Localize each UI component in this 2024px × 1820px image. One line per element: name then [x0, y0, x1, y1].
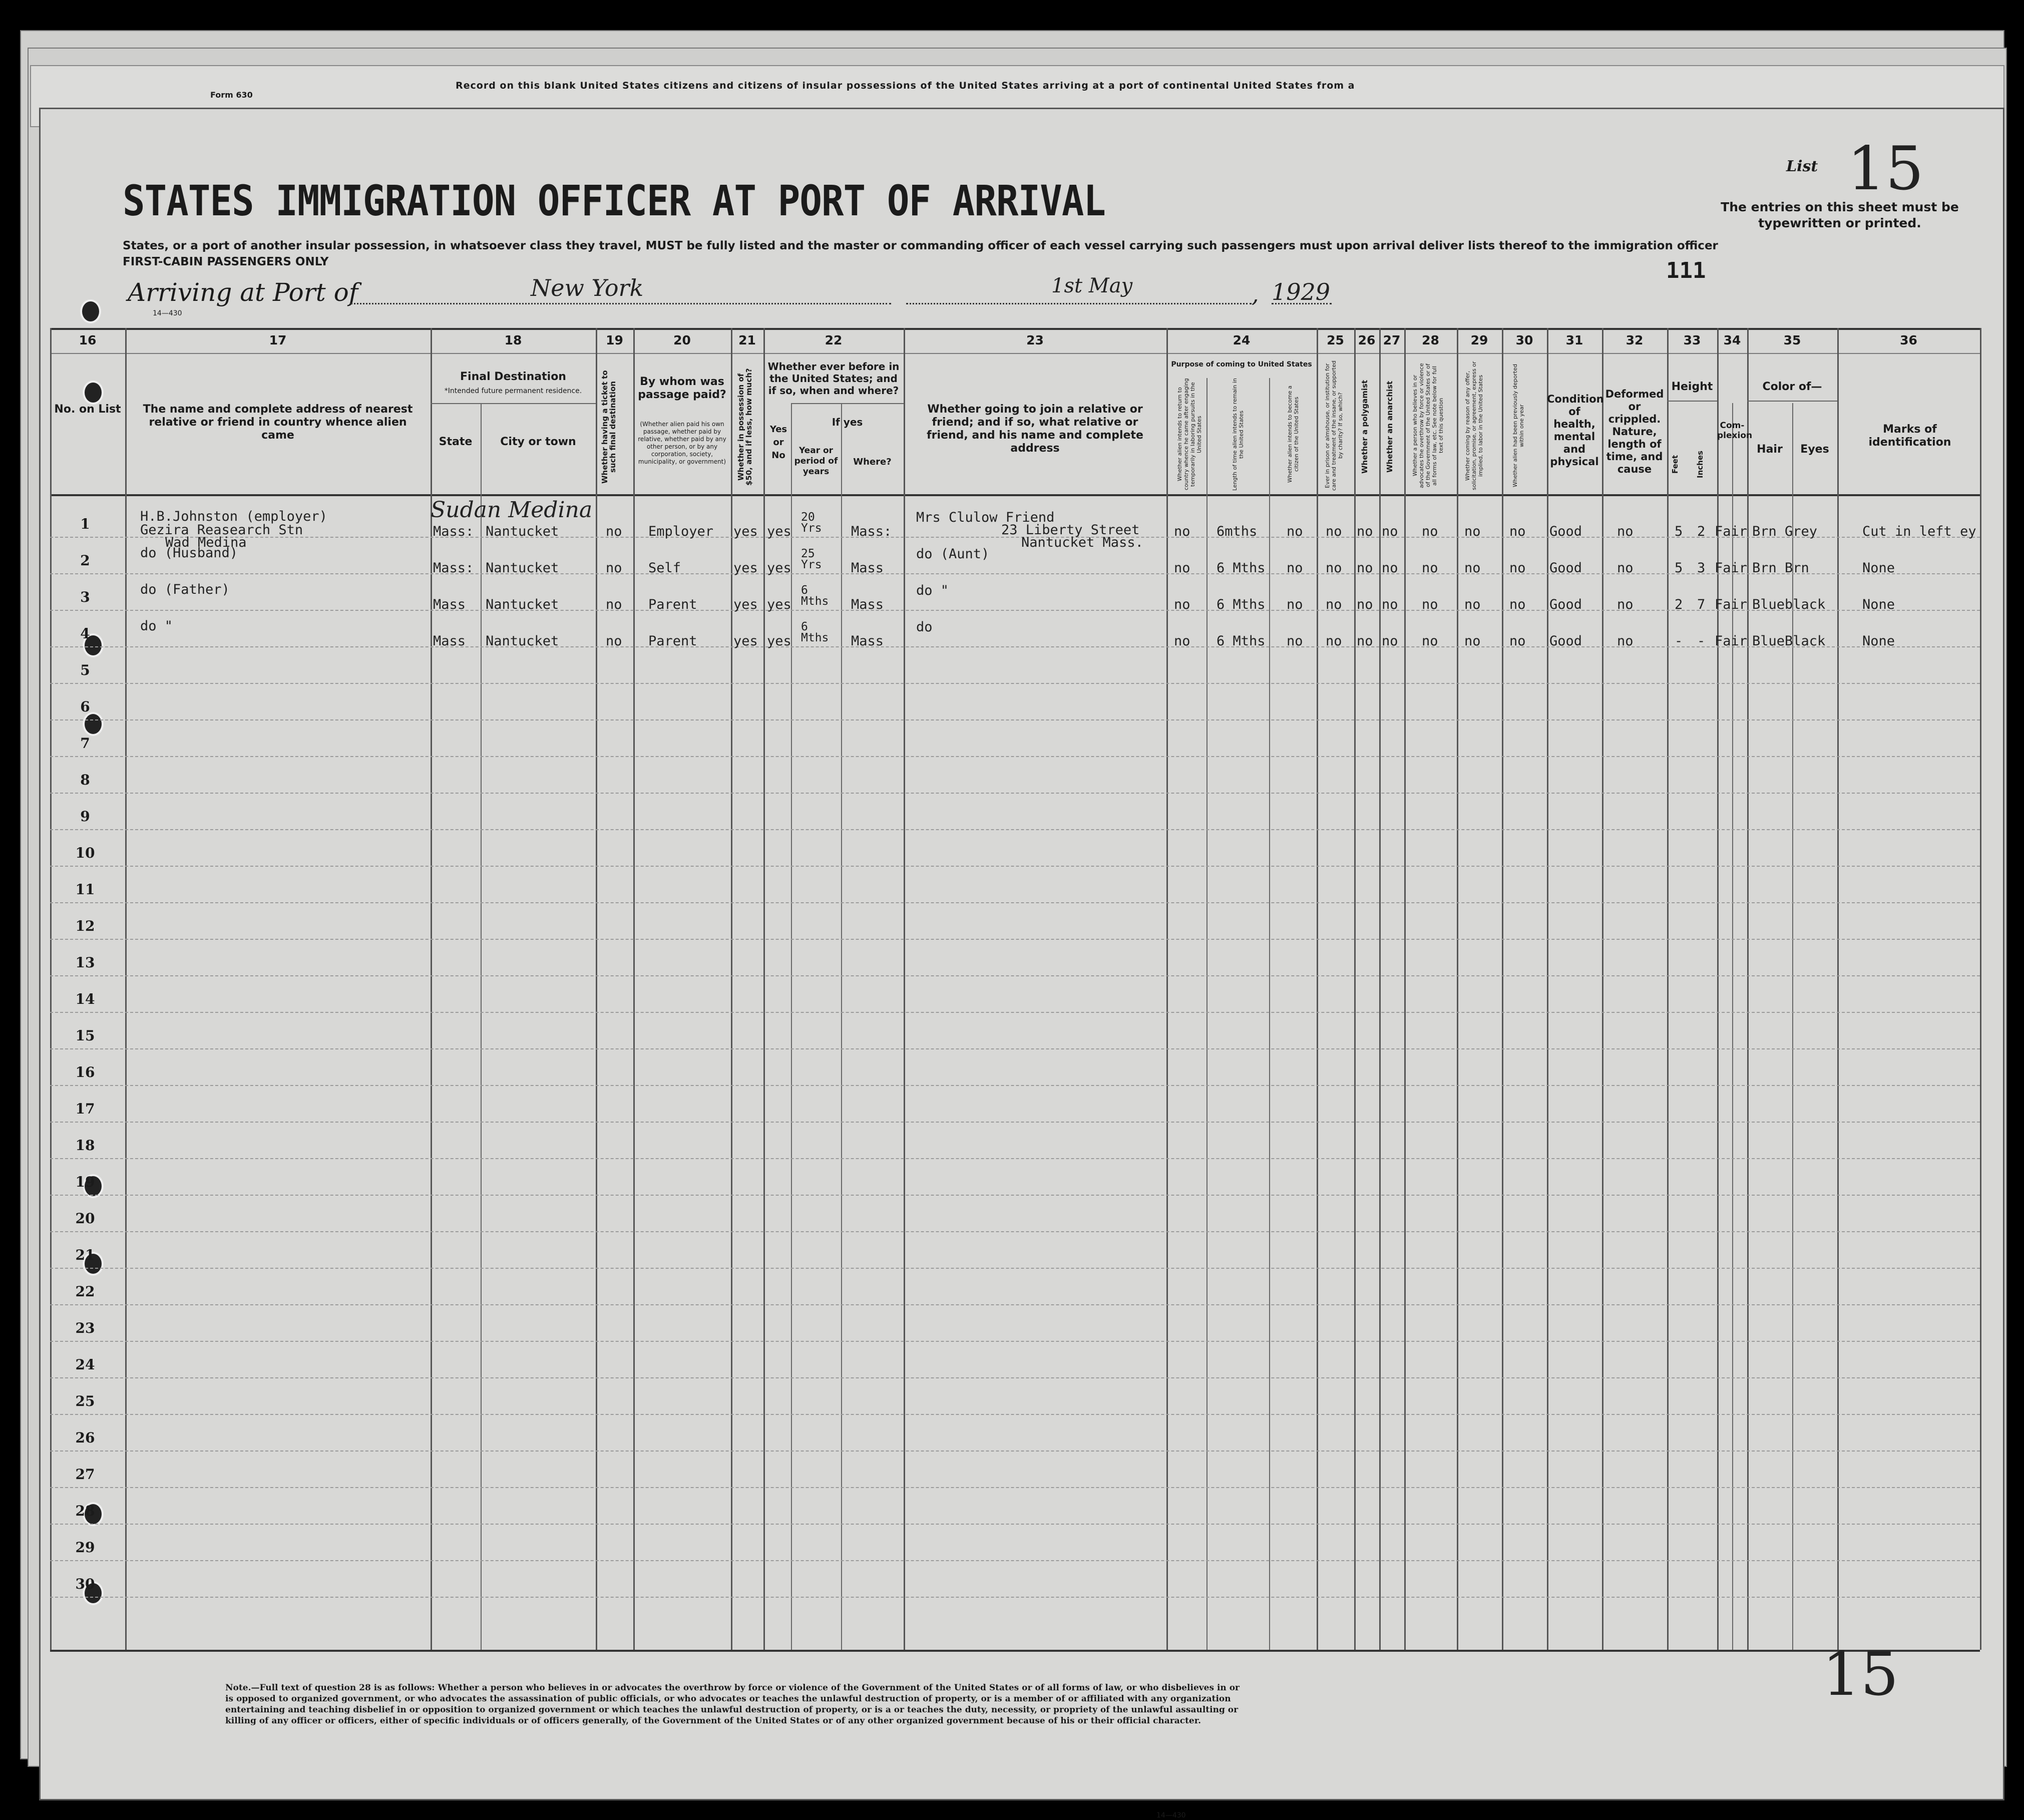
join-relative-address: 23 Liberty Street — [1001, 522, 1140, 538]
row-number: 22 — [75, 1283, 95, 1300]
table-row — [50, 1085, 1980, 1086]
table-row — [50, 1597, 1980, 1598]
condition-value: Good — [1549, 524, 1582, 539]
colnum-36: 36 — [1900, 333, 1917, 347]
table-row — [50, 829, 1980, 830]
passage-paid-by: Self — [648, 560, 681, 576]
header-yes-no: Yes or No — [769, 424, 787, 461]
polygamist-value: no — [1357, 524, 1373, 539]
deported-value: no — [1509, 524, 1526, 539]
header-purpose: Purpose of coming to United States — [1171, 360, 1312, 369]
purpose-citizen: no — [1287, 597, 1303, 612]
purpose-return: no — [1174, 524, 1190, 539]
money-possession: yes — [733, 560, 758, 576]
destination-city: Nantucket — [486, 560, 559, 576]
row-number: 13 — [75, 954, 95, 971]
destination-city: Nantucket — [486, 597, 559, 612]
destination-state: Mass — [433, 633, 466, 649]
polygamist-value: no — [1357, 560, 1373, 576]
header-overthrow: Whether a person who believes in or advocates the overthrow by force or violence of the Government of the United States or of all forms of law, etc. See note below for full text of this question — [1412, 363, 1444, 488]
excluded-value: no — [1464, 633, 1481, 649]
header-purpose-b: Length of time alien intends to remain in the United States — [1232, 378, 1245, 491]
header-where: Where? — [853, 457, 892, 467]
relative-address-line: Gezira Reasearch Stn — [140, 522, 303, 538]
row-number: 12 — [75, 918, 95, 934]
page-stamp: 111 — [1666, 258, 1706, 283]
header-year-period: Year or period of years — [794, 446, 838, 477]
purpose-citizen: no — [1287, 524, 1303, 539]
table-row — [50, 866, 1980, 867]
purpose-length: 6mths — [1217, 524, 1258, 539]
header-deported: Whether alien had been previously deported within one year — [1512, 363, 1525, 488]
form-code-top: 14—430 — [153, 309, 182, 317]
destination-state: Mass — [433, 597, 466, 612]
ticket-value: no — [606, 524, 622, 539]
previous-where: Mass: — [851, 524, 892, 539]
header-passage: By whom was passage paid? — [638, 376, 726, 401]
bottom-list-number: 15 — [1822, 1640, 1899, 1709]
purpose-citizen: no — [1287, 560, 1303, 576]
ever-before: yes — [767, 633, 791, 649]
table-row — [50, 1268, 1980, 1269]
colnum-25: 25 — [1327, 333, 1344, 347]
row-number: 1 — [80, 516, 90, 532]
row-number: 11 — [75, 881, 95, 898]
table-row — [50, 793, 1980, 794]
header-inches: Inches — [1696, 451, 1705, 478]
form-code-bottom: 14—430 — [1156, 1811, 1186, 1819]
ever-before: yes — [767, 560, 791, 576]
header-eyes: Eyes — [1800, 443, 1829, 456]
row-number: 2 — [80, 552, 90, 569]
column-number-rule — [50, 353, 1980, 354]
instructions-text: States, or a port of another insular possession, in whatsoever class they travel, MUST be fully listed and the master or commanding officer of each vessel carrying such passengers must upon arrival deliver lists thereof to the immigration officer — [123, 239, 1718, 252]
excluded-value: no — [1464, 560, 1481, 576]
ever-before: yes — [767, 597, 791, 612]
anarchist-value: no — [1382, 633, 1398, 649]
colnum-33: 33 — [1683, 333, 1701, 347]
anarchist-value: no — [1382, 560, 1398, 576]
relative-address-line: Wad Medina — [165, 535, 247, 550]
relative-name: do " — [140, 618, 173, 634]
purpose-length: 6 Mths — [1217, 560, 1266, 576]
ever-before: yes — [767, 524, 791, 539]
overthrow-value: no — [1422, 524, 1438, 539]
header-deformed: Deformed or crippled. Nature, length of time, and cause — [1605, 388, 1664, 475]
destination-city: Nantucket — [486, 633, 559, 649]
date-value: 1st May — [1051, 274, 1133, 297]
header-purpose-a: Whether alien intends to return to country whence he came after engaging temporarily in laboring pursuits in the United States — [1176, 378, 1202, 491]
condition-value: Good — [1549, 633, 1582, 649]
previous-where: Mass — [851, 633, 884, 649]
header-state: State — [439, 436, 473, 448]
colnum-27: 27 — [1383, 333, 1401, 347]
header-bottom-rule — [50, 494, 1980, 496]
condition-value: Good — [1549, 597, 1582, 612]
colnum-22: 22 — [825, 333, 843, 347]
hair-color: Brn — [1752, 524, 1777, 539]
money-possession: yes — [733, 524, 758, 539]
row-number: 8 — [80, 772, 90, 788]
relative-name: do (Father) — [140, 582, 230, 597]
eye-color: Grey — [1785, 524, 1818, 539]
purpose-length: 6 Mths — [1217, 597, 1266, 612]
deformed-value: no — [1617, 597, 1634, 612]
first-cabin-label: FIRST-CABIN PASSENGERS ONLY — [123, 255, 329, 268]
table-row — [50, 1122, 1980, 1123]
complexion-value: Fair — [1715, 524, 1748, 539]
relative-name: H.B.Johnston (employer) — [140, 509, 327, 524]
header-city: City or town — [500, 436, 576, 448]
colnum-29: 29 — [1470, 333, 1488, 347]
header-complexion: Com-plexion — [1717, 421, 1753, 441]
years-period: 25 Yrs — [801, 547, 822, 571]
row-number: 17 — [75, 1101, 95, 1117]
page-title: STATES IMMIGRATION OFFICER AT PORT OF ARRIVAL — [123, 176, 1106, 225]
table-row — [50, 610, 1980, 611]
join-relative: do (Aunt) — [916, 546, 990, 562]
deported-value: no — [1509, 560, 1526, 576]
row-number: 4 — [80, 625, 90, 642]
row-number: 25 — [75, 1393, 95, 1409]
list-label: List — [1786, 158, 1818, 175]
colnum-34: 34 — [1723, 333, 1741, 347]
row-number: 30 — [75, 1576, 95, 1592]
destination-state: Mass: — [433, 524, 474, 539]
header-ticket: Whether having a ticket to such final destination — [600, 370, 617, 484]
deported-value: no — [1509, 633, 1526, 649]
typewritten-note: The entries on this sheet must be typewritten or printed. — [1721, 200, 1959, 230]
table-row — [50, 902, 1980, 903]
money-possession: yes — [733, 597, 758, 612]
header-color-of: Color of— — [1762, 381, 1822, 393]
row-number: 3 — [80, 589, 90, 605]
table-top-rule — [50, 328, 1980, 330]
manifest-table — [50, 328, 1980, 1650]
height-feet: 5 — [1675, 560, 1683, 576]
arriving-label: Arriving at Port of — [128, 278, 358, 307]
row-number: 28 — [75, 1503, 95, 1519]
table-row — [50, 939, 1980, 940]
row-number: 9 — [80, 808, 90, 825]
row-number: 21 — [75, 1247, 95, 1263]
row-number: 6 — [80, 698, 90, 715]
row-number: 5 — [80, 662, 90, 678]
header-marks: Marks of identification — [1868, 423, 1951, 449]
deported-value: no — [1509, 597, 1526, 612]
table-row — [50, 1341, 1980, 1342]
previous-where: Mass — [851, 597, 884, 612]
colnum-32: 32 — [1626, 333, 1644, 347]
colnum-18: 18 — [504, 333, 522, 347]
table-row — [50, 975, 1980, 976]
header-final-destination-sub: *Intended future permanent residence. — [444, 387, 582, 395]
row-number: 29 — [75, 1539, 95, 1556]
identification-marks: Cut in left ey — [1862, 524, 1976, 539]
header-hair: Hair — [1757, 443, 1783, 456]
ticket-value: no — [606, 597, 622, 612]
table-row — [50, 1414, 1980, 1415]
header-anarchist: Whether an anarchist — [1385, 381, 1394, 473]
date-line — [906, 303, 1252, 304]
colnum-31: 31 — [1565, 333, 1583, 347]
anarchist-value: no — [1382, 524, 1398, 539]
table-row — [50, 683, 1980, 684]
port-value: New York — [531, 274, 644, 301]
destination-state: Mass: — [433, 560, 474, 576]
join-relative: do — [916, 619, 933, 635]
colnum-30: 30 — [1515, 333, 1533, 347]
table-row — [50, 1048, 1980, 1049]
money-possession: yes — [733, 633, 758, 649]
previous-where: Mass — [851, 560, 884, 576]
purpose-length: 6 Mths — [1217, 633, 1266, 649]
join-relative-address: Nantucket Mass. — [1021, 535, 1143, 550]
colnum-19: 19 — [606, 333, 623, 347]
table-row — [50, 1524, 1980, 1525]
table-row — [50, 719, 1980, 720]
row-number: 20 — [75, 1210, 95, 1227]
prison-value: no — [1326, 633, 1342, 649]
eye-color: Black — [1785, 633, 1826, 649]
form-number: Form 630 — [210, 90, 253, 100]
ticket-value: no — [606, 633, 622, 649]
passage-paid-by: Parent — [648, 633, 697, 649]
height-inches: 2 — [1697, 524, 1706, 539]
polygamist-value: no — [1357, 633, 1373, 649]
header-join-relative: Whether going to join a relative or friend; and if so, what relative or friend, and his name and complete address — [927, 403, 1143, 455]
ticket-value: no — [606, 560, 622, 576]
table-row — [50, 1195, 1980, 1196]
complexion-value: Fair — [1715, 560, 1748, 576]
header-height: Height — [1671, 381, 1713, 393]
table-row — [50, 573, 1980, 574]
table-bottom-rule — [50, 1650, 1980, 1652]
binder-hole — [80, 299, 101, 323]
header-polygamist: Whether a polygamist — [1360, 380, 1369, 474]
header-no-on-list: No. on List — [54, 403, 121, 416]
header-condition: Condition of health, mental and physical — [1547, 393, 1604, 468]
anarchist-value: no — [1382, 597, 1398, 612]
header-excluded: Whether coming by reason of any offer, solicitation, promise, or agreement, express or implied, to labor in the United States — [1464, 361, 1484, 490]
passage-paid-by: Parent — [648, 597, 697, 612]
record-instruction-line: Record on this blank United States citizens and citizens of insular possessions of the United States arriving at a port of continental United States from a — [456, 80, 1355, 91]
prison-value: no — [1326, 597, 1342, 612]
polygamist-value: no — [1357, 597, 1373, 612]
header-possession: Whether in possession of $50, and if less, how much? — [736, 368, 753, 486]
header-if-yes: If yes — [832, 416, 863, 428]
years-period: 20 Yrs — [801, 511, 822, 535]
table-row — [50, 1304, 1980, 1305]
prison-value: no — [1326, 560, 1342, 576]
colnum-24: 24 — [1233, 333, 1251, 347]
complexion-value: Fair — [1715, 633, 1748, 649]
relative-name: do (Husband) — [140, 545, 238, 561]
row-number: 10 — [75, 845, 95, 861]
header-final-destination: Final Destination — [460, 371, 566, 383]
join-relative: do " — [916, 583, 949, 598]
colnum-17: 17 — [269, 333, 287, 347]
row-number: 19 — [75, 1174, 95, 1190]
row-number: 18 — [75, 1137, 95, 1154]
identification-marks: None — [1862, 560, 1895, 576]
deformed-value: no — [1617, 524, 1634, 539]
row-number: 27 — [75, 1466, 95, 1483]
table-row — [50, 1158, 1980, 1159]
purpose-return: no — [1174, 560, 1190, 576]
header-purpose-c: Whether alien intends to become a citizen of the United States — [1287, 386, 1300, 483]
height-feet: 2 — [1675, 597, 1683, 612]
eye-color: black — [1785, 597, 1826, 612]
colnum-16: 16 — [79, 333, 97, 347]
years-period: 6 Mths — [801, 620, 829, 644]
height-feet: 5 — [1675, 524, 1683, 539]
table-row — [50, 1012, 1980, 1013]
hair-color: Blue — [1752, 633, 1785, 649]
table-row — [50, 1377, 1980, 1378]
header-passage-sub: (Whether alien paid his own passage, whether paid by relative, whether paid by any other person, or by any corporation, society, municipality, or government) — [638, 421, 726, 465]
header-feet: Feet — [1671, 455, 1680, 474]
hair-color: Brn — [1752, 560, 1777, 576]
identification-marks: None — [1862, 633, 1895, 649]
row-number: 23 — [75, 1320, 95, 1336]
colnum-35: 35 — [1783, 333, 1801, 347]
row-number: 24 — [75, 1356, 95, 1373]
complexion-value: Fair — [1715, 597, 1748, 612]
handwritten-destination: Sudan Medina — [431, 497, 593, 523]
prison-value: no — [1326, 524, 1342, 539]
purpose-return: no — [1174, 597, 1190, 612]
table-row — [50, 1450, 1980, 1451]
row-number: 16 — [75, 1064, 95, 1080]
header-name-address: The name and complete address of nearest relative or friend in country whence alien came — [143, 403, 413, 442]
condition-value: Good — [1549, 560, 1582, 576]
table-row — [50, 1487, 1980, 1488]
passage-paid-by: Employer — [648, 524, 714, 539]
header-ever-before: Whether ever before in the United States; and if so, when and where? — [767, 360, 900, 397]
list-number: 15 — [1847, 134, 1924, 204]
deformed-value: no — [1617, 633, 1634, 649]
colnum-28: 28 — [1422, 333, 1439, 347]
colnum-23: 23 — [1026, 333, 1044, 347]
colnum-26: 26 — [1358, 333, 1376, 347]
excluded-value: no — [1464, 597, 1481, 612]
year-comma: , — [1252, 280, 1259, 307]
height-feet: - — [1675, 633, 1683, 649]
deformed-value: no — [1617, 560, 1634, 576]
overthrow-value: no — [1422, 560, 1438, 576]
height-inches: - — [1697, 633, 1706, 649]
instructions — [123, 238, 1745, 270]
table-row — [50, 1231, 1980, 1232]
excluded-value: no — [1464, 524, 1481, 539]
overthrow-value: no — [1422, 633, 1438, 649]
height-inches: 7 — [1697, 597, 1706, 612]
header-prison: Ever in prison or almshouse, or institution for care and treatment of the insane, or supported by charity? If so, which? — [1324, 360, 1344, 491]
colnum-21: 21 — [738, 333, 756, 347]
identification-marks: None — [1862, 597, 1895, 612]
table-row — [50, 646, 1980, 647]
row-number: 15 — [75, 1027, 95, 1044]
row-number: 14 — [75, 991, 95, 1007]
years-period: 6 Mths — [801, 584, 829, 608]
colnum-20: 20 — [673, 333, 691, 347]
row-number: 26 — [75, 1429, 95, 1446]
destination-city: Nantucket — [486, 524, 559, 539]
join-relative: Mrs Clulow Friend — [916, 510, 1055, 525]
row-number: 7 — [80, 735, 90, 752]
purpose-return: no — [1174, 633, 1190, 649]
table-row — [50, 756, 1980, 757]
footnote: Note.—Full text of question 28 is as follows: Whether a person who believes in or advocates the overthrow by force or violence of the Government of the United States or of all forms of law, or who disbelieves in or is opposed to organized government, or who advocates the assassination of public officials, or who advocates or teaches the unlawful destruction of property, or is a member of or affiliated with any organization entertaining and teaching disbelief in or opposition to organized government or which teaches the unlawful destruction of property, or is a or teaches the duty, necessity, or propriety of the unlawful assaulting or killing of any officer or officers, either of specific individuals or of officers generally, of the Government of the United States or of any other organized government because of his or their official character. — [225, 1683, 1240, 1726]
purpose-citizen: no — [1287, 633, 1303, 649]
table-row — [50, 1560, 1980, 1561]
port-line — [350, 303, 891, 304]
overthrow-value: no — [1422, 597, 1438, 612]
height-inches: 3 — [1697, 560, 1706, 576]
year-value: 1929 — [1272, 278, 1331, 305]
eye-color: Brn — [1785, 560, 1809, 576]
hair-color: Blue — [1752, 597, 1785, 612]
